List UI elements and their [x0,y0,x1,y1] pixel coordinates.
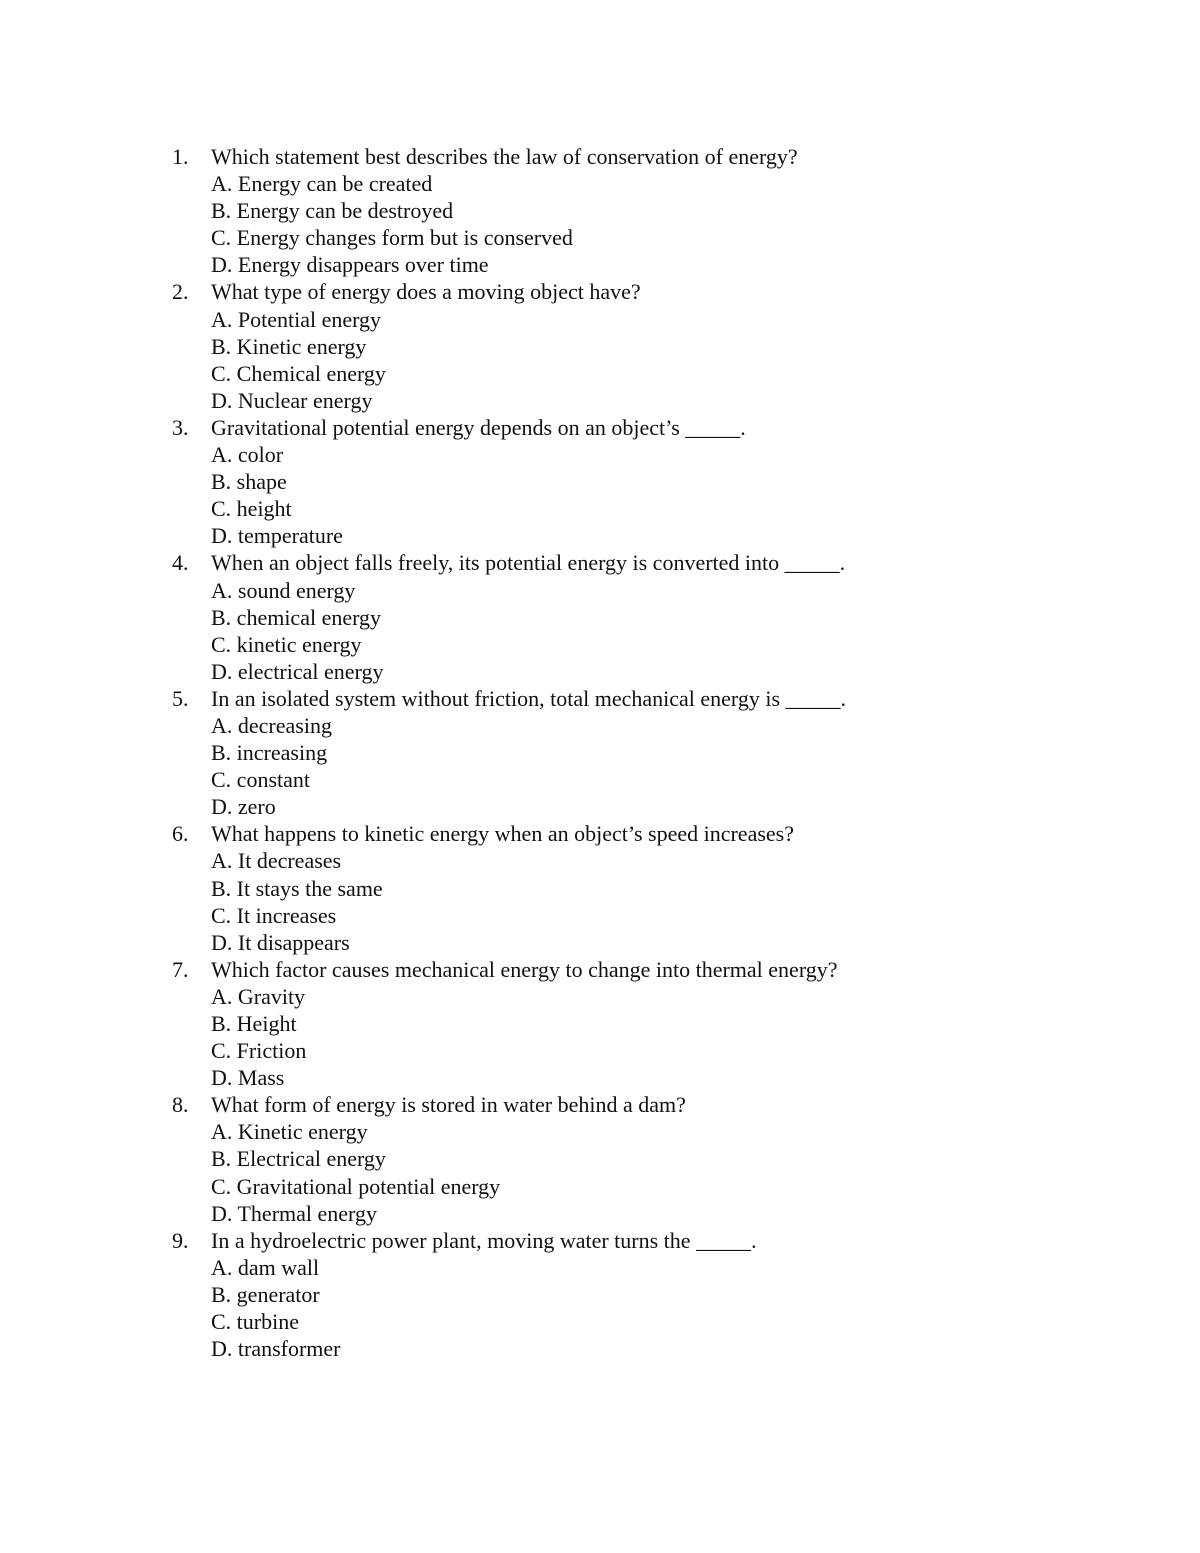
option-list [172,983,1132,1091]
question-text: What happens to kinetic energy when an object’s speed increases? [211,821,794,847]
option-d: D. Nuclear energy [211,387,373,413]
question-text: What type of energy does a moving object have? [211,279,641,305]
question-line [172,956,1132,983]
option-c: C. height [211,496,292,522]
option-d: D. Thermal energy [211,1200,377,1226]
question-item [172,549,1132,684]
question-text: Gravitational potential energy depends on an object’s _____. [211,414,746,440]
option-b: B. generator [211,1281,320,1307]
option-d: D. Mass [211,1065,285,1091]
option-c: C. Energy changes form but is conserved [211,225,573,251]
option-list [172,712,1132,820]
question-text: What form of energy is stored in water behind a dam? [211,1092,686,1118]
option-a: A. sound energy [211,577,356,603]
option-b: B. It stays the same [211,875,383,901]
option-list [172,1254,1132,1362]
question-item [172,143,1132,278]
option-c: C. It increases [211,902,337,928]
question-text: In an isolated system without friction, total mechanical energy is _____. [211,685,847,711]
option-a: A. Energy can be created [211,171,433,197]
option-list [172,170,1132,278]
question-number: 6. [172,821,189,847]
question-text: In a hydroelectric power plant, moving water turns the _____. [211,1227,757,1253]
option-c: C. Chemical energy [211,360,386,386]
question-line [172,414,1132,441]
option-b: B. Kinetic energy [211,333,367,359]
question-line [172,143,1132,170]
option-list [172,441,1132,549]
option-b: B. chemical energy [211,604,382,630]
option-d: D. zero [211,794,276,820]
option-b: B. Height [211,1011,297,1036]
option-d: D. electrical energy [211,658,384,684]
question-number: 8. [172,1092,189,1118]
option-a: A. decreasing [211,712,332,738]
question-item [172,1091,1132,1226]
question-number: 5. [172,685,189,711]
option-c: C. constant [211,767,310,793]
question-item [172,278,1132,413]
question-line [172,820,1132,847]
option-c: C. kinetic energy [211,631,362,657]
question-item [172,414,1132,549]
option-b: B. shape [211,469,287,495]
question-item [172,956,1132,1091]
option-a: A. Gravity [211,983,306,1009]
option-b: B. Energy can be destroyed [211,198,454,224]
option-a: A. Kinetic energy [211,1119,368,1145]
question-line [172,549,1132,576]
option-d: D. transformer [211,1336,341,1362]
question-line [172,1091,1132,1118]
question-item [172,685,1132,820]
option-list [172,1118,1132,1226]
option-d: D. It disappears [211,929,350,955]
question-text: Which statement best describes the law of conservation of energy? [211,144,798,169]
option-c: C. Gravitational potential energy [211,1173,501,1199]
question-list [172,143,1132,1362]
question-number: 4. [172,550,189,576]
question-number: 9. [172,1227,189,1253]
question-item [172,1227,1132,1362]
option-d: D. Energy disappears over time [211,252,489,278]
question-item [172,820,1132,955]
option-a: A. It decreases [211,848,342,874]
question-text: Which factor causes mechanical energy to change into thermal energy? [211,956,838,982]
question-line [172,278,1132,305]
question-number: 3. [172,414,189,440]
option-list [172,577,1132,685]
option-list [172,306,1132,414]
option-list [172,847,1132,955]
question-number: 2. [172,279,189,305]
option-b: B. increasing [211,740,328,766]
option-a: A. dam wall [211,1254,320,1280]
option-d: D. temperature [211,523,343,549]
option-c: C. Friction [211,1038,307,1064]
option-a: A. Potential energy [211,306,382,332]
question-number: 1. [172,144,189,169]
question-number: 7. [172,956,189,982]
option-b: B. Electrical energy [211,1146,386,1172]
option-a: A. color [211,442,284,468]
option-c: C. turbine [211,1309,299,1335]
question-line [172,1227,1132,1254]
question-line [172,685,1132,712]
question-text: When an object falls freely, its potential energy is converted into _____. [211,550,846,576]
